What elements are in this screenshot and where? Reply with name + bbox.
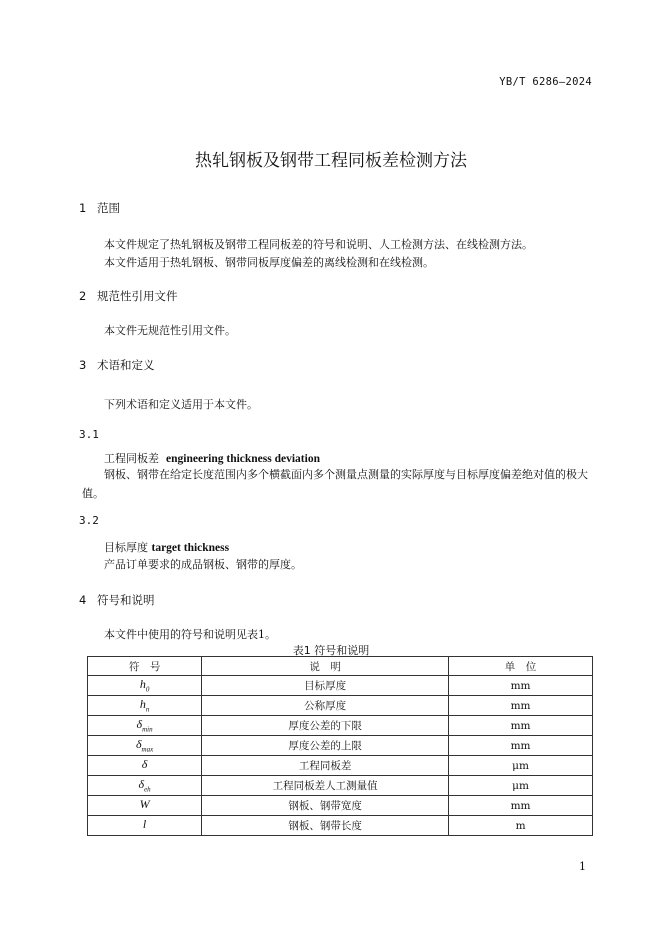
- section-number: 1: [79, 201, 87, 215]
- table-row: [88, 696, 593, 716]
- symbol-subscript: n: [145, 705, 150, 714]
- section-4-heading: [79, 592, 155, 608]
- term-3-1-number: 3.1: [79, 428, 99, 441]
- section-title: 范围: [97, 201, 120, 215]
- term-chinese: 目标厚度: [104, 541, 148, 554]
- unit-cell: mm: [449, 736, 593, 756]
- description-cell: 钢板、钢带宽度: [202, 796, 449, 816]
- section-title: 符号和说明: [97, 593, 155, 607]
- symbol-cell: [88, 716, 202, 736]
- symbol-subscript: 0: [145, 685, 150, 694]
- symbol-base: δ: [138, 777, 145, 792]
- section-3-heading: [79, 357, 155, 373]
- section-4-paragraph-1: 本文件中使用的符号和说明见表1。: [104, 628, 276, 641]
- section-1-paragraph-2: 本文件适用于热轧钢板、钢带同板厚度偏差的离线检测和在线检测。: [104, 256, 434, 269]
- symbol-base: δ: [136, 717, 143, 732]
- description-cell: 工程同板差人工测量值: [202, 776, 449, 796]
- description-cell: 工程同板差: [202, 756, 449, 776]
- standard-number: YB/T 6286—2024: [499, 76, 592, 88]
- term-3-2-number: 3.2: [79, 514, 99, 527]
- section-number: 3: [79, 358, 87, 372]
- unit-cell: μm: [449, 756, 593, 776]
- section-1-heading: [79, 200, 120, 216]
- term-3-1-title: [104, 450, 320, 466]
- description-cell: 公称厚度: [202, 696, 449, 716]
- term-3-2-definition: 产品订单要求的成品钢板、钢带的厚度。: [104, 558, 302, 571]
- symbol-cell: [88, 796, 202, 816]
- document-title: 热轧钢板及钢带工程同板差检测方法: [195, 151, 467, 171]
- section-1-paragraph-1: 本文件规定了热轧钢板及钢带工程同板差的符号和说明、人工检测方法、在线检测方法。: [104, 238, 533, 251]
- symbol-base: δ: [141, 757, 148, 772]
- table-row: [88, 716, 593, 736]
- description-cell: 目标厚度: [202, 676, 449, 696]
- section-number: 2: [79, 289, 87, 303]
- term-3-1-definition: 钢板、钢带在给定长度范围内多个横截面内多个测量点测量的实际厚度与目标厚度偏差绝对值的极大值。: [82, 468, 588, 500]
- symbol-base: δ: [135, 737, 142, 752]
- table-row: [88, 816, 593, 836]
- symbol-cell: [88, 696, 202, 716]
- table-row: [88, 736, 593, 756]
- header-unit: 单 位: [449, 657, 593, 676]
- symbol-base: h: [139, 677, 146, 692]
- table-row: [88, 756, 593, 776]
- unit-cell: mm: [449, 796, 593, 816]
- table-header-row: [88, 657, 593, 676]
- page-number: 1: [579, 860, 586, 873]
- header-symbol: 符 号: [88, 657, 202, 676]
- description-cell: 厚度公差的上限: [202, 736, 449, 756]
- unit-cell: mm: [449, 716, 593, 736]
- unit-cell: μm: [449, 776, 593, 796]
- symbol-base: W: [139, 797, 150, 812]
- symbol-cell: [88, 776, 202, 796]
- symbol-cell: [88, 756, 202, 776]
- section-title: 规范性引用文件: [97, 289, 178, 303]
- symbol-cell: [88, 676, 202, 696]
- table-row: [88, 796, 593, 816]
- table-row: [88, 776, 593, 796]
- section-number: 4: [79, 593, 87, 607]
- symbol-cell: [88, 736, 202, 756]
- symbol-base: l: [142, 817, 147, 832]
- description-cell: 钢板、钢带长度: [202, 816, 449, 836]
- symbol-cell: [88, 816, 202, 836]
- term-english: engineering thickness deviation: [166, 453, 320, 465]
- unit-cell: mm: [449, 676, 593, 696]
- term-chinese: 工程同板差: [104, 452, 159, 465]
- term-3-2-title: [104, 539, 229, 555]
- symbol-subscript: max: [141, 745, 154, 754]
- symbol-subscript: eh: [144, 785, 151, 794]
- section-3-paragraph-1: 下列术语和定义适用于本文件。: [104, 398, 258, 411]
- header-description: 说 明: [202, 657, 449, 676]
- unit-cell: mm: [449, 696, 593, 716]
- description-cell: 厚度公差的下限: [202, 716, 449, 736]
- symbols-table: [87, 656, 593, 836]
- section-2-heading: [79, 288, 178, 304]
- term-english: target thickness: [151, 542, 230, 554]
- section-2-paragraph-1: 本文件无规范性引用文件。: [104, 324, 236, 337]
- unit-cell: m: [449, 816, 593, 836]
- section-title: 术语和定义: [97, 358, 155, 372]
- table-caption: 表1 符号和说明: [292, 644, 370, 657]
- table-row: [88, 676, 593, 696]
- symbol-base: h: [139, 697, 146, 712]
- symbol-subscript: min: [142, 725, 153, 734]
